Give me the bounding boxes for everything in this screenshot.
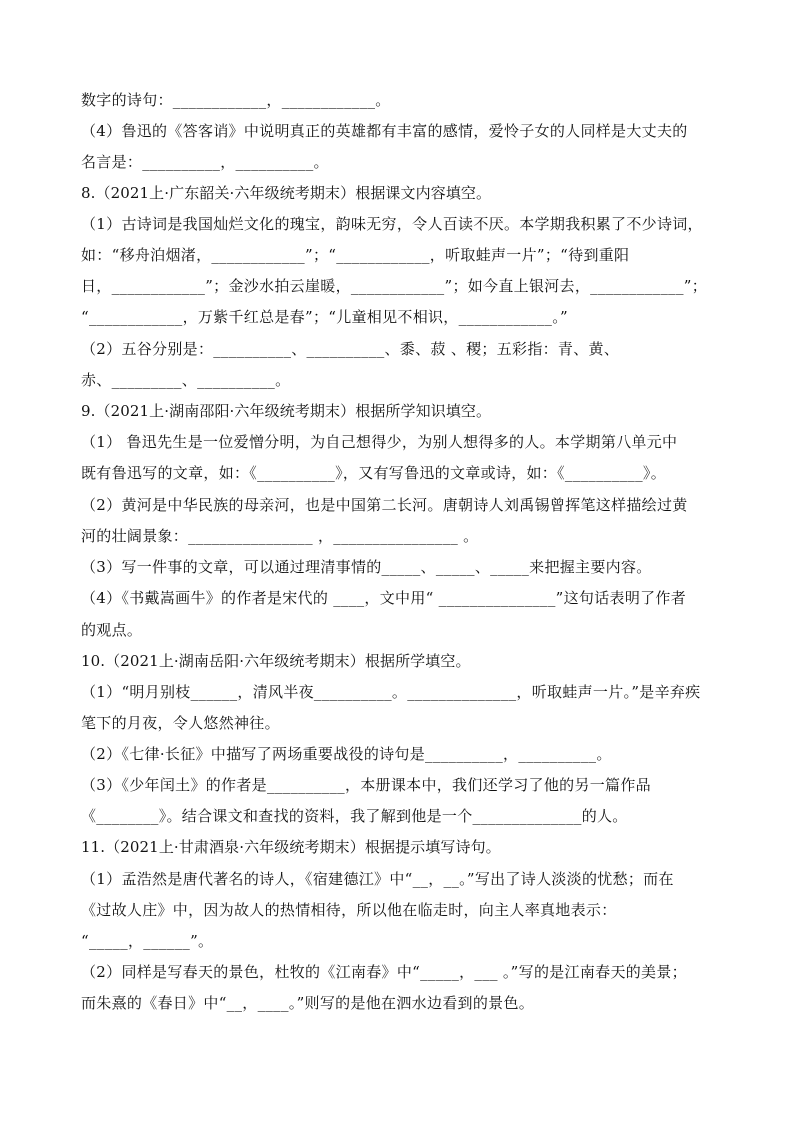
text-line: 而朱熹的《春日》中“__，____。”则写的是他在泗水边看到的景色。 bbox=[81, 994, 535, 1012]
text-line: （3）写一件事的文章，可以通过理清事情的_____、_____、_____来把握主要内容。 bbox=[81, 558, 652, 576]
text-line: 数字的诗句：____________，____________。 bbox=[81, 91, 391, 109]
text-line: 如：“移舟泊烟渚，____________”；“____________，听取蛙声一片”；“待到重阳 bbox=[81, 246, 630, 264]
question-heading: 9.（2021上·湖南邵阳·六年级统考期末）根据所学知识填空。 bbox=[81, 402, 492, 420]
text-line: “_____，______”。 bbox=[81, 932, 214, 950]
text-line: 的观点。 bbox=[81, 621, 143, 639]
text-line: 日，____________”；金沙水拍云崖暖，____________”；如今直上银河去，____________”； bbox=[81, 277, 708, 295]
question-heading: 8.（2021上·广东韶关·六年级统考期末）根据课文内容填空。 bbox=[81, 184, 492, 202]
text-line: （3）《少年闰土》的作者是__________，本册课本中，我们还学习了他的另一篇作品 bbox=[81, 776, 651, 794]
text-line: （4）《书戴嵩画牛》的作者是宋代的 ____，文中用“ _______________”这句话表明了作者 bbox=[81, 589, 687, 607]
text-line: 《过故人庄》中，因为故人的热情相待，所以他在临走时，向主人率真地表示： bbox=[81, 901, 617, 919]
question-heading: 10.（2021上·湖南岳阳·六年级统考期末）根据所学填空。 bbox=[81, 652, 471, 670]
text-line: 笔下的月夜，令人悠然神往。 bbox=[81, 714, 280, 732]
text-line: （2）同样是写春天的景色，杜牧的《江南春》中“_____，___ 。”写的是江南春天的美景； bbox=[81, 963, 687, 981]
text-line: （1） 鲁迅先生是一位爱憎分明，为自己想得少，为别人想得多的人。本学期第八单元中 bbox=[81, 433, 678, 451]
text-line: 名言是：__________，__________。 bbox=[81, 153, 329, 171]
text-line: （1）孟浩然是唐代著名的诗人，《宿建德江》中“__，__。”写出了诗人淡淡的忧愁；而在 bbox=[81, 870, 674, 888]
text-line: （1）古诗词是我国灿烂文化的瑰宝，韵味无穷，令人百读不厌。本学期我积累了不少诗词， bbox=[81, 215, 703, 233]
text-line: （2）黄河是中华民族的母亲河，也是中国第二长河。唐朝诗人刘禹锡曾挥笔这样描绘过黄 bbox=[81, 496, 688, 514]
question-heading: 11.（2021上·甘肃酒泉·六年级统考期末）根据提示填写诗句。 bbox=[81, 838, 501, 856]
text-line: “____________，万紫千红总是春”；“儿童相见不相识，____________。” bbox=[81, 308, 568, 326]
text-line: （4）鲁迅的《答客诮》中说明真正的英雄都有丰富的感情，爱怜子女的人同样是大丈夫的 bbox=[81, 122, 688, 140]
text-line: 既有鲁迅写的文章，如：《__________》，又有写鲁迅的文章或诗，如：《__________》。 bbox=[81, 464, 667, 482]
text-line: 河的壮阔景象：________________ ，________________ 。 bbox=[81, 527, 479, 545]
text-line: 《________》。结合课文和查找的资料，我了解到他是一个______________的人。 bbox=[81, 807, 628, 825]
text-line: （1）“明月别枝______，清风半夜__________。______________，听取蛙声一片。”是辛弃疾 bbox=[81, 683, 701, 701]
text-line: （2）五谷分别是：__________、__________、黍、菽 、稷；五彩指：青、黄、 bbox=[81, 340, 620, 358]
text-line: 赤、_________、__________。 bbox=[81, 371, 291, 389]
text-line: （2）《七律·长征》中描写了两场重要战役的诗句是__________，__________。 bbox=[81, 745, 612, 763]
